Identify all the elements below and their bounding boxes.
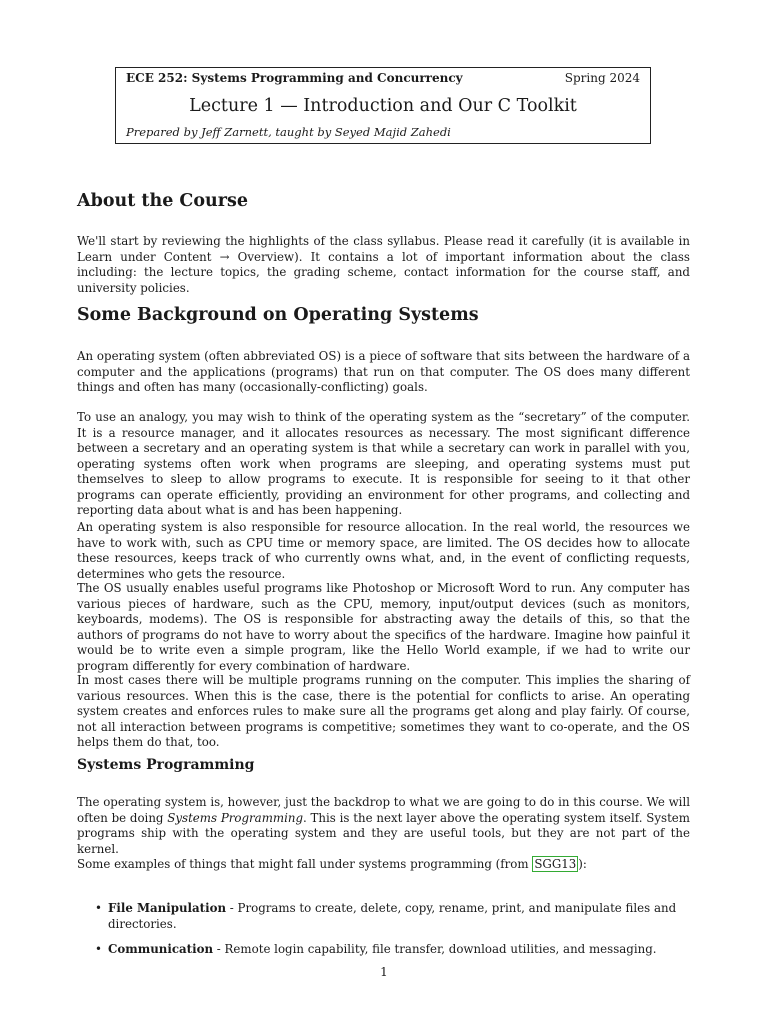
lecture-header-box [115, 67, 651, 144]
course-title: ECE 252: Systems Programming and Concurrency [126, 71, 463, 85]
section-heading-background: Some Background on Operating Systems [77, 305, 479, 325]
list-item: • File Manipulation - Programs to create, delete, copy, rename, print, and manipulate files and directories. [95, 901, 677, 931]
lecture-title: Lecture 1 — Introduction and Our C Toolkit [189, 96, 577, 116]
emphasis-systems-programming: Systems Programming [167, 810, 304, 825]
background-paragraph-3: An operating system is also responsible for resource allocation. In the real world, the resources we have to work with, such as CPU time or memory space, are limited. The OS decides how to allocate these resources, keeps track of who currently owns what, and, in the event of conflicting requests, determines who gets the resource. [77, 520, 690, 581]
bullet-icon: • [95, 942, 102, 956]
list-item: • Communication - Remote login capability, file transfer, download utilities, and messaging. [95, 942, 657, 956]
background-paragraph-5: In most cases there will be multiple programs running on the computer. This implies the sharing of various resources. When this is the case, there is the potential for conflicts to arise. An operating system creates and enforces rules to make sure all the programs get along and play fairly. Of course, not all interaction between programs is competitive; sometimes they want to co-operate, and the OS helps them do that, too. [77, 673, 690, 749]
background-paragraph-1: An operating system (often abbreviated OS) is a piece of software that sits between the hardware of a computer and the applications (programs) that run on that computer. The OS does many different things and often has many (occasionally-conflicting) goals. [77, 349, 690, 394]
systems-paragraph-2: Some examples of things that might fall under systems programming (from SGG13 ): [77, 857, 587, 871]
term-label: Spring 2024 [564, 71, 640, 85]
subsection-heading-systems: Systems Programming [77, 757, 255, 773]
bullet-icon: • [95, 901, 102, 915]
background-paragraph-4: The OS usually enables useful programs like Photoshop or Microsoft Word to run. Any computer has various pieces of hardware, such as the CPU, memory, input/output devices (such as monitors, keyboards, modems). The OS is responsible for abstracting away the details of this, so that the authors of programs do not have to worry about the specifics of the hardware. Imagine how painful it would be to write even a simple program, like the Hello World example, if we had to write our program differently for every combination of hardware. [77, 581, 690, 673]
prepared-by: Prepared by Jeff Zarnett, taught by Seyed Majid Zahedi [126, 125, 451, 139]
about-paragraph: We'll start by reviewing the highlights of the class syllabus. Please read it carefully (it is available in Learn under Content → Overview). It contains a lot of important information about the class including: the lecture topics, the grading scheme, contact information for the course staff, and university policies. [77, 234, 690, 295]
systems-examples-list [77, 901, 690, 958]
background-paragraph-2: To use an analogy, you may wish to think of the operating system as the “secretary” of the computer. It is a resource manager, and it allocates resources as necessary. The most significant difference between a secretary and an operating system is that while a secretary can work in parallel with you, operating systems often work when programs are sleeping, and operating systems must put themselves to sleep to allow programs to execute. It is responsible for seeing to it that other programs can operate efficiently, providing an environment for other programs, and collecting and reporting data about what is and has been happening. [77, 410, 690, 517]
page-number: 1 [380, 965, 388, 979]
systems-paragraph-1: The operating system is, however, just the backdrop to what we are going to do in this course. We will often be doing Systems Programming. This is the next layer above the operating system itself. System programs ship with the operating system and they are useful tools, but they are not part of the kernel. [77, 795, 690, 856]
citation-link[interactable]: SGG13 [534, 857, 577, 871]
section-heading-about: About the Course [77, 191, 248, 211]
